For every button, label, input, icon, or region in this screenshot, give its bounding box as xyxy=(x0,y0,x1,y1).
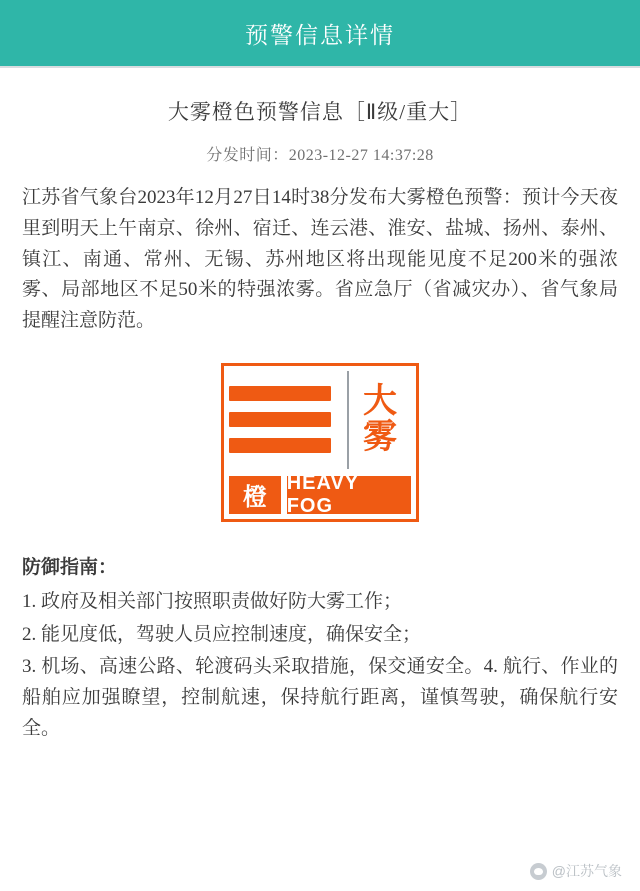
watermark xyxy=(530,861,622,881)
issue-time: 分发时间：2023-12-27 14:37:28 xyxy=(206,147,434,164)
warning-signal-graphic xyxy=(22,363,618,522)
fog-bar xyxy=(229,412,331,427)
alert-body-text: 江苏省气象台2023年12月27日14时38分发布大雾橙色预警：预计今天夜里到明天上午南京、徐州、宿迁、连云港、淮安、盐城、扬州、泰州、镇江、南通、常州、无锡、苏州地区将出现能见度不足200米的强浓雾、局部地区不足50米的特强浓雾。省应急厅（省减灾办）、省气象局提醒注意防范。 xyxy=(22,187,618,332)
weibo-icon xyxy=(530,863,547,880)
guide-list xyxy=(22,587,618,745)
signal-top-row xyxy=(229,371,411,469)
page-header xyxy=(0,0,640,68)
fog-bar xyxy=(229,438,331,453)
page-title: 预警信息详情 xyxy=(245,22,395,48)
guide-item: 3. 机场、高速公路、轮渡码头采取措施，保交通安全。4. 航行、作业的船舶应加强瞭望，控制航速，保持航行距离，谨慎驾驶，确保航行安全。 xyxy=(22,656,618,739)
signal-big-characters xyxy=(349,371,411,469)
guide-item: 2. 能见度低，驾驶人员应控制速度，确保安全； xyxy=(22,623,422,645)
signal-english-label: HEAVY FOG xyxy=(287,476,411,514)
alert-title: 大雾橙色预警信息［Ⅱ级/重大］ xyxy=(167,100,473,124)
signal-level-char: 橙 xyxy=(229,476,281,514)
signal-card xyxy=(221,363,419,522)
fog-bar xyxy=(229,386,331,401)
signal-bottom-row xyxy=(229,471,411,517)
guide-item: 1. 政府及相关部门按照职责做好防大雾工作； xyxy=(22,590,403,612)
page-content xyxy=(0,68,640,745)
guide-title: 防御指南： xyxy=(22,556,118,578)
signal-char-wu: 雾 xyxy=(363,418,397,456)
signal-char-da: 大 xyxy=(363,383,397,421)
watermark-text: @江苏气象 xyxy=(551,863,622,879)
fog-bars-icon xyxy=(229,371,349,469)
